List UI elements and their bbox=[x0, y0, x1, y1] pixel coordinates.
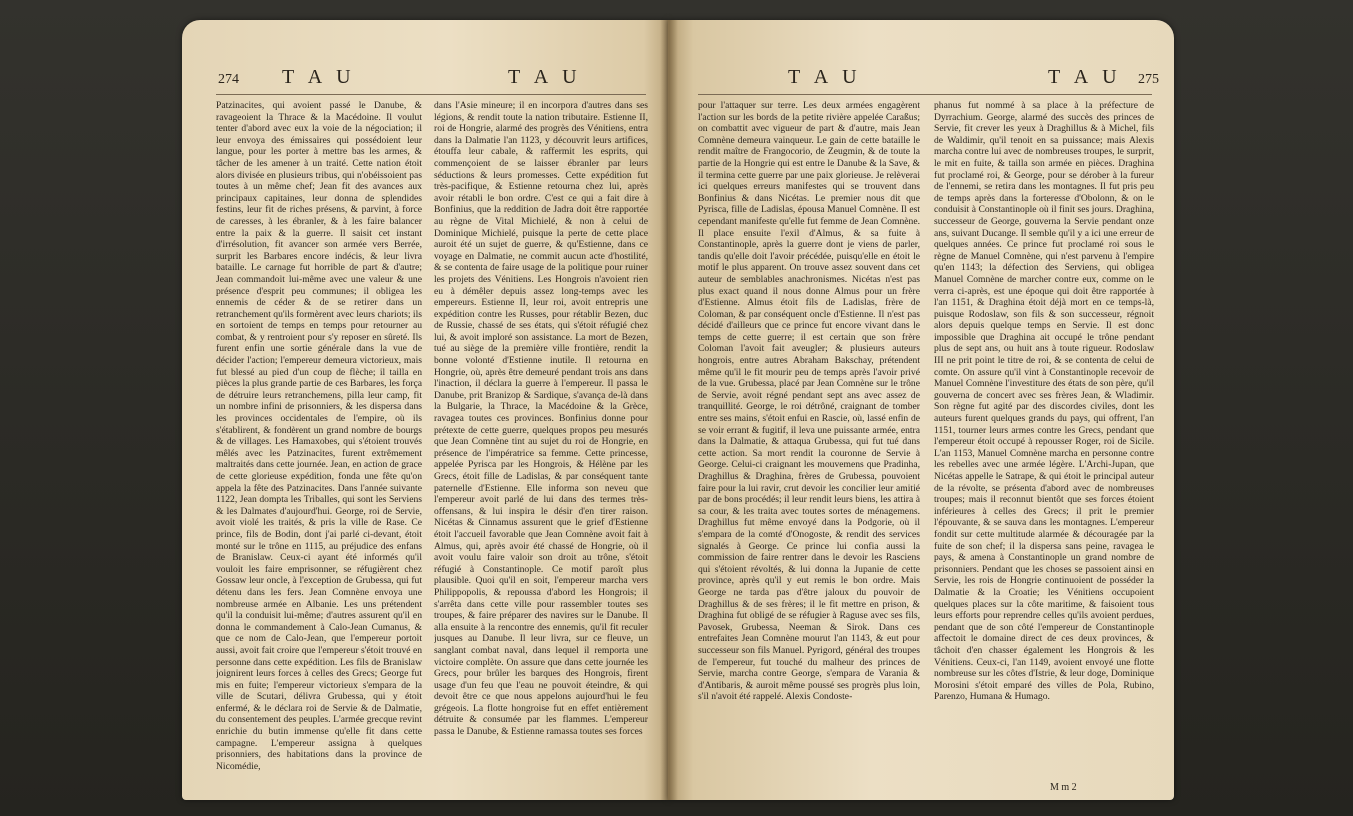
column-text: dans l'Asie mineure; il en incorpora d'autres dans ses légions, & rendit toute la nation tributaire. Estienne II, roi de Hongrie, alarmé des progrès des Vénitiens, entra dans la Dalmatie l'an 1123, y découvrit leurs artifices, étouffa leur cabale, & raffermit les esprits, qui commençoient de se laisser ébranler par leurs séductions & leurs promesses. Cette expédition fut très-pacifique, & Estienne retourna chez lui, après avoir rétabli le bon ordre. C'est ce qui a fait dire à Bonfinius, que la reddition de Jadra doit être rapportée au règne de Vital Michielé, & non à celui de Dominique Michielé, puisque la perte de cette place auroit été un sujet de guerre, & qu'Estienne, dans ce voyage en Dalmatie, ne commit aucun acte d'hostilité, & se contenta de faire usage de la politique pour ruiner les projets des Vénitiens. Les Hongrois n'avoient rien eu à démêler depuis assez long-temps avec les empereurs. Estienne II, leur roi, avoit entrepris une expédition contre les Russes, pour rétablir Bezen, duc de Russie, chassé de ses états, qui s'étoit réfugié chez lui, & avoit imploré son assistance. La mort de Bezen, tué au siège de la première ville frontière, rendit la bonne volonté d'Estienne inutile. Il retourna en Hongrie, où, après être demeuré pendant trois ans dans l'inaction, il déclara la guerre à l'empereur. Il passa le Danube, prit Branizop & Sardique, s'avança de-là dans la Bulgarie, la Thrace, la Macédoine & la Grèce, ravagea toutes ces provinces. Bonfinius donne pour prétexte de cette guerre, quelques propos peu mesurés que Jean Comnène tint au sujet du roi de Hongrie, en présence de l'impératrice sa femme. Cette princesse, appelée Pyrisca par les Hongrois, & Hélène par les Grecs, étoit fille de Ladislas, & par conséquent tante paternelle d'Estienne. Elle informa son neveu que l'empereur avoit parlé de lui dans des termes très-offensans, & lui inspira le désir d'en tirer raison. Nicétas & Cinnamus assurent que le grief d'Estienne étoit l'accueil favorable que Jean Comnène avoit fait à Almus, qui, après avoir été chassé de Hongrie, où il avoit voulu faire valoir son droit au trône, s'étoit réfugié à Constantinople. Ce motif paroît plus plausible. Quoi qu'il en soit, l'empereur marcha vers Philippopolis, & repoussa d'abord les Hongrois; il s'arrêta dans cette ville pour rassembler toutes ses troupes, & faire préparer des navires sur le Danube. Il alla ensuite à la rencontre des ennemis, qu'il fit reculer jusques au Danube. Il leur livra, sur ce fleuve, un sanglant combat naval, dans lequel il remporta une victoire complète. On assure que dans cette journée les Grecs, pour brûler les barques des Hongrois, firent usage d'un feu que l'eau ne pouvoit éteindre, & qui devoit être ce que nous appelons aujourd'hui le feu grégeois. La flotte hongroise fut en effet entièrement détruite & consumée par les flammes. L'empereur passa le Danube, & Estienne ramassa toutes ses forces bbox=[434, 100, 648, 738]
column-text: phanus fut nommé à sa place à la préfecture de Dyrrachium. George, alarmé des succès des princes de Servie, fit crever les yeux à Draghillus & à Michel, fils de Waldimir, qu'il tenoit en sa puissance; mais Alexis marcha contre lui avec de nombreuses troupes, le surprit, le mit en fuite, & tailla son armée en pièces. Draghina fut proclamé roi, & George, pour se dérober à la fureur de l'ennemi, se retira dans les montagnes. Il fut pris peu de temps après dans la forteresse d'Obolonn, & on le conduisit à Constantinople où il finit ses jours. Draghina, successeur de George, gouverna la Servie pendant onze ans, suivant Ducange. Il semble qu'il y a ici une erreur de quelques années. Ce prince fut proclamé roi sous le règne de Manuel Comnène, qui n'est parvenu à l'empire qu'en 1143; la défection des Serviens, qui obligea Manuel Comnène de marcher contre eux, comme on le verra ci-après, est une époque qui doit être rapportée à l'an 1151, & Draghina étoit déjà mort en ce temps-là, puisque Rodoslaw, son fils & son successeur, régnoit alors depuis quelque temps en Servie. Il est donc impossible que Draghina ait occupé le trône pendant plus de sept ans, ou huit ans à toute rigueur. Rodoslaw III ne prit point le titre de roi, & se contenta de celui de comte. On assure qu'il vint à Constantinople recevoir de Manuel Comnène l'investiture des états de son père, qu'il gouverna de concert avec ses frères Jean, & Wladimir. Son règne fut agité par des discordes civiles, dont les auteurs furent quelques grands du pays, qui offrent, l'an 1151, tourner leurs armes contre les Grecs, pendant que l'empereur étoit occupé à repousser Roger, roi de Sicile. L'an 1153, Manuel Comnène marcha en personne contre les rebelles avec une armée légère. L'Archi-Jupan, que Nicétas appelle le Satrape, & qui étoit le principal auteur de la révolte, se présenta d'abord avec de nombreuses troupes; mais il reconnut bientôt que ses forces étoient inférieures à celles des Grecs; il prit le premier l'épouvante, & se sauva dans les montagnes. L'empereur fondit sur cette multitude alarmée & découragée par la fuite de son chef; il la dispersa sans peine, ravagea le pays, & amena à Constantinople un grand nombre de prisonniers. Pendant que les choses se passoient ainsi en Servie, les rois de Hongrie continuoient de posséder la Dalmatie & la Croatie; les Vénitiens occupoient quelques places sur la côte maritime, & faisoient tous leurs efforts pour reprendre celles qu'ils avoient perdues, pendant que de son côté l'empereur de Constantinople affectoit le domaine direct de ces deux provinces, & tâchoit d'en chasser également les Hongrois & les Vénitiens. Ceux-ci, l'an 1149, avoient envoyé une flotte nombreuse sur les côtes d'Istrie, & leur doge, Dominique Morosini s'étoit emparé des villes de Pola, Rubino, Parenzo, Humana & Humago. bbox=[934, 100, 1154, 703]
column-text: pour l'attaquer sur terre. Les deux armées engagèrent l'action sur les bords de la petite rivière appelée Caraßus; on combattit avec vigueur de part & d'autre, mais Jean Comnène demeura vainqueur. Le gain de cette bataille le rendit maître de Frangocorio, de Zeugmin, & de toute la partie de la Hongrie qui est entre le Danube & la Save, & il termina cette guerre par une paix glorieuse. Je relèverai ici quelques erreurs manifestes qui se trouvent dans Bonfinius & dans Nicétas. Le premier nous dit que Pyrisca, fille de Ladislas, épousa Manuel Comnène. Il est cependant manifeste qu'elle fut femme de Jean Comnène. Il place ensuite l'exil d'Almus, & sa fuite à Constantinople, après la guerre dont je viens de parler, tandis qu'elle doit l'avoir précédée, puisqu'elle en étoit le motif le plus apparent. On trouve assez souvent dans cet auteur de semblables anachronismes. Nicétas n'est pas plus exact quand il nous donne Almus pour un frère d'Estienne. Almus étoit fils de Ladislas, frère de Coloman, & par conséquent oncle d'Estienne. Il n'est pas décidé d'ailleurs que ce prince fut encore vivant dans le temps de cette guerre; il est certain que son frère Coloman l'avoit fait aveugler; & plusieurs auteurs hongrois, entre autres Abraham Bakschay, prétendent même qu'il le fit mourir peu de temps après l'avoir privé de la vue. Grubessa, placé par Jean Comnène sur le trône de Servie, avoit régné pendant sept ans avec assez de tranquillité. George, le roi détrôné, craignant de tomber entre ses mains, s'étoit enfui en Rascie, où, lassé enfin de se voir errant & fugitif, il leva une puissante armée, entra dans la Dalmatie, & attaqua Grubessa, qui fut tué dans cette action. Sa mort rendit la couronne de Servie à George. Celui-ci craignant les mouvemens que Pradinha, Draghillus & Draghina, frères de Grubessa, pouvoient faire pour la lui ravir, crut devoir les concilier leur amitié par de bons procédés; il leur rendit leurs biens, les attira à sa cour, & les traita avec toutes sortes de ménagemens. Draghillus fut même envoyé dans la Podgorie, où il s'empara de la comté d'Onogoste, & rendit des services signalés à George. Ce prince lui confia aussi la commission de faire rentrer dans le devoir les Rasciens qui s'étoient révoltés, & lui donna la Jupanie de cette province, après qu'il y eut remis le bon ordre. Mais George ne tarda pas d'être jaloux du pouvoir de Draghillus & de ses frères; il le fit mettre en prison, & Draghina fut obligé de se réfugier à Raguse avec ses fils, Pavosek, Grubessa, Neeman & Sirok. Dans ces entrefaites Jean Comnène mourut l'an 1143, & eut pour successeur son fils Manuel. Pyrigord, général des troupes de l'empereur, fut touché du malheur des princes de Servie, marcha contre George, s'empara de Varania & d'Antibaris, & auroit même poussé ses progrès plus loin, s'il n'avoit été rappelé. Alexis Condoste- bbox=[698, 100, 920, 703]
running-head-left: T A U bbox=[788, 66, 862, 88]
text-column-2 bbox=[934, 100, 1154, 784]
right-page bbox=[668, 20, 1174, 800]
running-head-left: T A U bbox=[282, 66, 356, 88]
header-rule bbox=[216, 94, 646, 95]
text-column-2 bbox=[434, 100, 648, 800]
text-column-1 bbox=[698, 100, 920, 800]
running-head-right: T A U bbox=[1048, 66, 1122, 88]
column-text: Patzinacites, qui avoient passé le Danube, & ravageoient la Thrace & la Macédoine. Il voulut tenter d'abord avec eux la voie de la négociation; il leur envoya des émissaires qui possédoient leur langue, pour les porter à mettre bas les armes, & tâcher de les amener à un traité. Cette nation étoit alors divisée en plusieurs tribus, qui n'obéissoient pas toutes à un même chef; Jean fit des avances aux principaux capitaines, leur donna de splendides festins, leur fit de riches présens, & parvint, à force de caresses, à les ébranler, & à les faire balancer entre la paix & la guerre. Il saisit cet instant d'irrésolution, fit avancer son armée vers Berrée, surprit les Barbares encore indécis, & leur livra bataille. Le carnage fut horrible de part & d'autre; Jean commandoit lui-même avec une valeur & une présence d'esprit peu communes; il obligea les ennemis de céder & de se retirer dans un retranchement qu'ils formèrent avec leurs chariots; ils en sortoient de temps en temps pour retourner au combat, & y rentroient pour s'y reposer en sûreté. Ils furent enfin une sortie générale dans la vue de décider l'action; l'empereur demeura victorieux, mais fut blessé au pied d'un coup de flèche; il tailla en pièces la plus grande partie de ces Barbares, les força de détruire leurs retranchemens, pilla leur camp, fit un nombre infini de prisonniers, & les dispersa dans les provinces occidentales de l'empire, où ils s'établirent, & fondèrent un grand nombre de bourgs & de villages. Les Hamaxobes, qui s'étoient trouvés mêlés avec les Patzinacites, furent extrêmement maltraités dans cette journée. Jean, en action de grace de cette glorieuse expédition, fonda une fête qu'on appela la fête des Patzinacites. Dans l'année suivante 1122, Jean dompta les Triballes, qui sont les Serviens & les Dalmates d'aujourd'hui. George, roi de Servie, avoit violé les traités, & pris la ville de Rase. Ce prince, fils de Bodin, dont j'ai parlé ci-devant, étoit monté sur le trône en 1115, au préjudice des enfans de Branislaw. Ceux-ci ayant été informés qu'il vouloit les faire emprisonner, se réfugièrent chez Gossaw leur oncle, à l'exception de Grubessa, qui fut détenu dans les fers. Jean Comnène envoya une nombreuse armée en Albanie. Les uns prétendent qu'il la conduisit lui-même; d'autres assurent qu'il en donna le commandement à Calo-Jean Cumanus, & que ce nom de Calo-Jean, que l'empereur portoit aussi, avoit fait croire que l'empereur s'étoit trouvé en personne dans cette expédition. Les fils de Branislaw joignirent leurs forces à celles des Grecs; George fut mis en fuite; l'empereur victorieux s'empara de la ville de Scutari, délivra Grubessa, qui y étoit enfermé, & le déclara roi de Servie & de Dalmatie, du consentement des peuples. L'armée grecque revint enrichie du butin immense qu'elle fit dans cette campagne. L'empereur assigna à quelques prisonniers, des habitations dans la province de Nicomédie, bbox=[216, 100, 422, 772]
header-rule bbox=[698, 94, 1152, 95]
page-number: 275 bbox=[1138, 72, 1159, 87]
running-head-right: T A U bbox=[508, 66, 582, 88]
text-column-1 bbox=[216, 100, 422, 800]
left-page bbox=[182, 20, 668, 800]
book-gutter bbox=[660, 20, 678, 800]
page-number: 274 bbox=[218, 72, 239, 87]
signature-mark: M m 2 bbox=[1050, 782, 1077, 793]
